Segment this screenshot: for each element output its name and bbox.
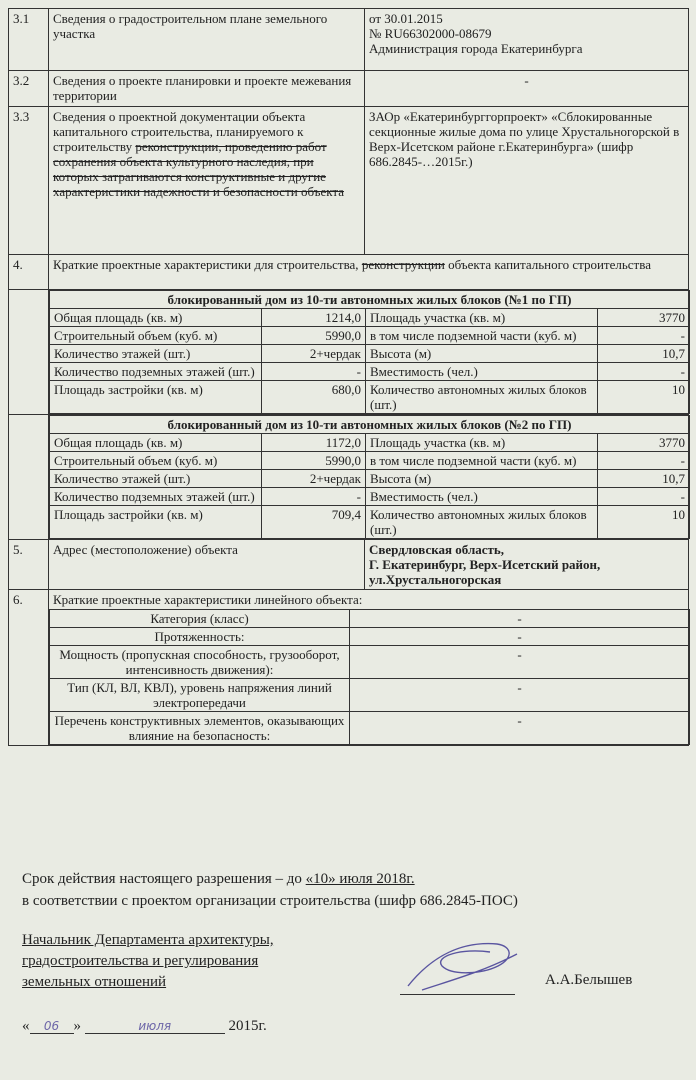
linear-table (49, 609, 690, 745)
cell-value: - (350, 610, 690, 628)
cell-label: Количество этажей (шт.) (50, 345, 262, 363)
cell-label: Строительный объем (куб. м) (50, 327, 262, 345)
struck-text: реконструкции, проведению работ сохранения объекта культурного наследия, при которых затрагиваются конструктивные и другие характеристики надежности и безопасности объекта (53, 139, 344, 199)
row-6 (9, 590, 689, 746)
cell-label: Высота (м) (366, 345, 598, 363)
table-row (50, 646, 690, 679)
table-row (50, 363, 690, 381)
table-row (50, 452, 690, 470)
row-num: 6. (9, 590, 49, 746)
cell-value: - (350, 646, 690, 679)
row-label: Адрес (местоположение) объекта (49, 540, 365, 590)
block-cell (49, 415, 689, 540)
cell-label: Категория (класс) (50, 610, 350, 628)
cell-label: Протяженность: (50, 628, 350, 646)
cell-value: - (262, 363, 366, 381)
row-5 (9, 540, 689, 590)
cell-label: Количество этажей (шт.) (50, 470, 262, 488)
validity-block (22, 868, 518, 912)
signer-title: земельных отношений (22, 974, 167, 990)
row-3-3 (9, 107, 689, 255)
row-num: 4. (9, 255, 49, 290)
cell-label: Общая площадь (кв. м) (50, 309, 262, 327)
date-day: 06 (30, 1019, 74, 1034)
table-row (50, 434, 690, 452)
signature-line (400, 994, 515, 995)
label-text: Краткие проектные характеристики для строительства, (53, 257, 359, 272)
cell-value: 5990,0 (262, 327, 366, 345)
table-row (50, 712, 690, 745)
cell-label: Количество автономных жилых блоков (шт.) (366, 506, 598, 539)
row-3-1 (9, 9, 689, 71)
cell-label: Вместимость (чел.) (366, 363, 598, 381)
table-row (50, 470, 690, 488)
cell-value: - (262, 488, 366, 506)
cell-value: - (350, 679, 690, 712)
block-title: блокированный дом из 10-ти автономных жилых блоков (№2 по ГП) (50, 416, 690, 434)
plan-issuer: Администрация города Екатеринбурга (369, 41, 583, 56)
cell-label: Высота (м) (366, 470, 598, 488)
row-value: - (365, 71, 689, 107)
address-line: Г. Екатеринбург, Верх-Исетский район, (369, 557, 601, 572)
cell-label: Перечень конструктивных элементов, оказывающих влияние на безопасность: (50, 712, 350, 745)
plan-number: № RU66302000-08679 (369, 26, 492, 41)
cell-value: 3770 (598, 434, 690, 452)
signer-title: Начальник Департамента архитектуры, (22, 932, 274, 948)
cell-value: 2+чердак (262, 345, 366, 363)
cell-value: 10,7 (598, 470, 690, 488)
row-value: ЗАОр «Екатеринбурггорпроект» «Сблокированные секционные жилые дома по улице Хрустальногорской в Верх-Исетском районе г.Екатеринбурга» (шифр 686.2845-…2015г.) (365, 107, 689, 255)
signature-image (402, 936, 522, 996)
table-row (50, 309, 690, 327)
cell-label: Тип (КЛ, ВЛ, КВЛ), уровень напряжения линий электропередачи (50, 679, 350, 712)
table-row (50, 345, 690, 363)
validity-date: «10» июля 2018г. (305, 871, 415, 887)
cell-value: 3770 (598, 309, 690, 327)
table-row (50, 327, 690, 345)
plan-date: от 30.01.2015 (369, 11, 443, 26)
table-row (50, 488, 690, 506)
cell-value: - (350, 712, 690, 745)
block-2 (9, 415, 689, 540)
linear-cell (49, 590, 689, 746)
table-row (50, 679, 690, 712)
validity-basis: в соответствии с проектом организации строительства (шифр 686.2845-ПОС) (22, 893, 518, 909)
table-row (50, 610, 690, 628)
quote-close: » (73, 1018, 81, 1034)
table-row (50, 506, 690, 539)
signer-title: градостроительства и регулирования (22, 953, 259, 969)
row-label (49, 107, 365, 255)
cell-label: Площадь участка (кв. м) (366, 434, 598, 452)
block-2-table (49, 415, 690, 539)
validity-prefix: Срок действия настоящего разрешения – до (22, 871, 302, 887)
signing-date (22, 1018, 267, 1035)
block-spacer (9, 415, 49, 540)
table-row (50, 381, 690, 414)
cell-label: в том числе подземной части (куб. м) (366, 452, 598, 470)
cell-value: - (598, 363, 690, 381)
block-title: блокированный дом из 10-ти автономных жилых блоков (№1 по ГП) (50, 291, 690, 309)
block-1-table (49, 290, 690, 414)
row-num: 3.2 (9, 71, 49, 107)
block-spacer (9, 290, 49, 415)
signer-name: А.А.Белышев (545, 972, 633, 988)
label-text: объекта капитального строительства (448, 257, 651, 272)
cell-value: 10 (598, 381, 690, 414)
cell-value: 1214,0 (262, 309, 366, 327)
row-4 (9, 255, 689, 290)
cell-value: 5990,0 (262, 452, 366, 470)
row-num: 5. (9, 540, 49, 590)
cell-label: Строительный объем (куб. м) (50, 452, 262, 470)
cell-label: Количество подземных этажей (шт.) (50, 363, 262, 381)
date-month: июля (85, 1019, 225, 1034)
cell-label: Площадь застройки (кв. м) (50, 506, 262, 539)
date-year: 2015г. (228, 1018, 267, 1034)
row-label: Сведения о градостроительном плане земельного участка (49, 9, 365, 71)
cell-label: Мощность (пропускная способность, грузооборот, интенсивность движения): (50, 646, 350, 679)
cell-value: 10 (598, 506, 690, 539)
cell-value: - (598, 327, 690, 345)
address-line: ул.Хрустальногорская (369, 572, 502, 587)
cell-value: - (350, 628, 690, 646)
cell-label: Общая площадь (кв. м) (50, 434, 262, 452)
signer-block (22, 930, 274, 993)
row-num: 3.1 (9, 9, 49, 71)
cell-label: Площадь застройки (кв. м) (50, 381, 262, 414)
row-label: Краткие проектные характеристики линейного объекта: (53, 592, 363, 607)
cell-value: 1172,0 (262, 434, 366, 452)
struck-text: реконструкции (361, 257, 445, 272)
permit-table (8, 8, 689, 746)
cell-label: Вместимость (чел.) (366, 488, 598, 506)
row-value (365, 9, 689, 71)
cell-value: 2+чердак (262, 470, 366, 488)
cell-value: - (598, 452, 690, 470)
cell-label: в том числе подземной части (куб. м) (366, 327, 598, 345)
cell-label: Площадь участка (кв. м) (366, 309, 598, 327)
address-line: Свердловская область, (369, 542, 505, 557)
row-num: 3.3 (9, 107, 49, 255)
quote-open: « (22, 1018, 30, 1034)
cell-value: 680,0 (262, 381, 366, 414)
row-3-2 (9, 71, 689, 107)
block-1 (9, 290, 689, 415)
row-label: Сведения о проекте планировки и проекте межевания территории (49, 71, 365, 107)
block-cell (49, 290, 689, 415)
row-value (365, 540, 689, 590)
cell-value: 10,7 (598, 345, 690, 363)
cell-value: 709,4 (262, 506, 366, 539)
cell-label: Количество автономных жилых блоков (шт.) (366, 381, 598, 414)
cell-label: Количество подземных этажей (шт.) (50, 488, 262, 506)
table-row (50, 628, 690, 646)
row-label (49, 255, 689, 290)
label-text: Сведения о проектной документации объекта капитального строительства, планируемого к строительству (53, 109, 306, 154)
cell-value: - (598, 488, 690, 506)
